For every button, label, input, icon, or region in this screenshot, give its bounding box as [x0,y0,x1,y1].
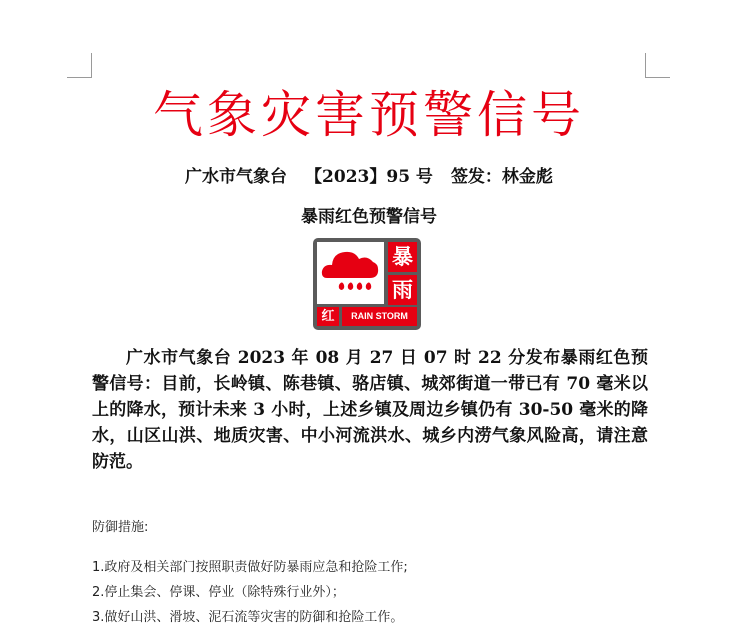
warning-body-paragraph: 广水市气象台 2023 年 08 月 27 日 07 时 22 分发布暴雨红色预警信号：目前，长岭镇、陈巷镇、骆店镇、城郊街道一带已有 70 毫米以上的降水，预计未来 3 小时，上述乡镇及周边乡镇仍有 30-50 毫米的降水，山区山洪、地质灾害、中小河流洪水、城乡内涝气象风险高，请注意防范。 [92,348,648,472]
document-title: 气象灾害预警信号 [153,86,585,144]
document-number: 【2023】95 号 [305,167,433,187]
issuer-line [0,162,738,187]
page-corner-mark-top-left [67,53,92,78]
measure-item: 1.政府及相关部门按照职责做好防暴雨应急和抢险工作; [92,560,408,575]
cloud-rain-icon [317,242,384,304]
page-corner-mark-top-right [645,53,670,78]
signal-english-label: RAIN STORM [342,307,417,326]
signal-level-char: 红 [317,307,339,326]
warning-subtitle: 暴雨红色预警信号 [301,207,437,227]
rainstorm-red-signal-icon [313,238,421,330]
issuer-name: 广水市气象台 [185,167,288,187]
measure-item: 2.停止集会、停课、停业（除特殊行业外）； [92,585,345,600]
defense-measures [92,516,652,630]
signal-char-bottom: 雨 [388,275,417,305]
signer: 签发：林金彪 [450,167,553,187]
measures-list [92,555,652,630]
signal-char-top: 暴 [388,242,417,272]
measure-item: 3.做好山洪、滑坡、泥石流等灾害的防御和抢险工作。 [92,610,404,625]
measures-heading: 防御措施: [92,520,149,535]
